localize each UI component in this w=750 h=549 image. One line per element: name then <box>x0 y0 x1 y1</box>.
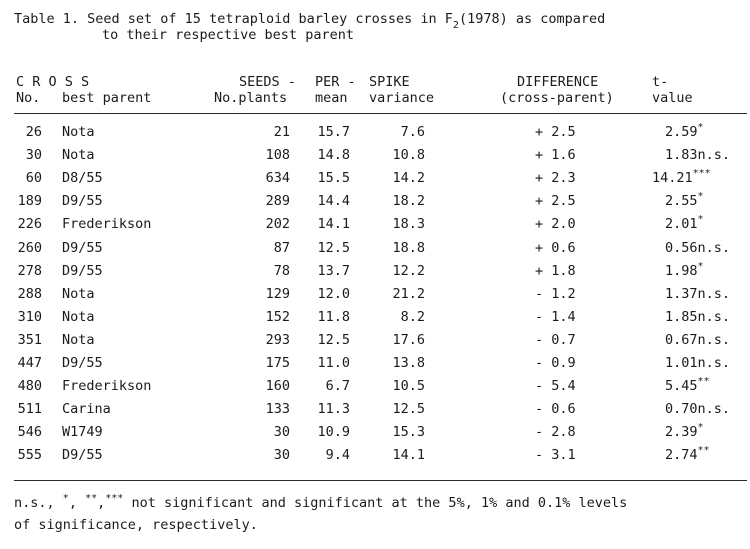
cell-no-plants: 293 <box>265 331 290 348</box>
cell-variance: 15.3 <box>392 424 425 441</box>
cell-no-plants: 21 <box>273 124 290 140</box>
header-t: t- <box>652 74 669 90</box>
cell-cross-no: 260 <box>17 239 42 256</box>
cell-variance: 12.5 <box>392 401 425 418</box>
cell-variance: 18.3 <box>392 216 425 233</box>
cell-cross-no: 447 <box>17 355 42 371</box>
cell-best-parent: D9/55 <box>62 355 103 371</box>
header-rule <box>14 113 747 114</box>
t-value-text: 5.45 <box>665 378 698 395</box>
cell-cross-no: 30 <box>25 147 42 164</box>
table-row <box>0 167 750 190</box>
significance-marker: * <box>697 422 704 434</box>
cell-mean: 14.8 <box>317 147 350 164</box>
cell-best-parent: Frederikson <box>62 216 152 233</box>
header-variance: variance <box>369 90 435 106</box>
t-value-text: 0.56n.s. <box>665 239 731 256</box>
cell-t-value <box>665 147 730 163</box>
cell-variance: 12.2 <box>392 262 425 279</box>
cell-t-value <box>665 124 704 140</box>
header-seeds: SEEDS - <box>239 74 296 90</box>
header-no-plants: No.plants <box>214 90 288 106</box>
table-row <box>0 144 750 167</box>
cell-difference: - 3.1 <box>535 447 576 464</box>
cell-cross-no: 546 <box>17 424 42 441</box>
cell-best-parent: D9/55 <box>62 262 103 279</box>
cell-mean: 12.5 <box>317 331 350 348</box>
cell-no-plants: 87 <box>273 239 290 256</box>
cell-cross-no: 511 <box>17 401 42 418</box>
cell-t-value <box>665 216 704 232</box>
cell-variance: 17.6 <box>392 331 425 348</box>
cell-variance: 13.8 <box>392 355 425 371</box>
cell-difference: - 1.2 <box>535 285 576 302</box>
header-mean: mean <box>315 90 348 106</box>
t-value-text: 1.37n.s. <box>665 285 731 302</box>
cell-mean: 13.7 <box>317 262 350 279</box>
cell-best-parent: D9/55 <box>62 447 103 464</box>
cell-best-parent: Frederikson <box>62 378 152 395</box>
header-per: PER - <box>315 74 356 90</box>
cell-best-parent: Nota <box>62 285 95 302</box>
cell-t-value <box>665 401 730 417</box>
cell-difference: - 1.4 <box>535 308 576 325</box>
cell-mean: 9.4 <box>325 447 350 464</box>
significance-marker: *** <box>692 168 711 180</box>
table-row <box>0 283 750 306</box>
t-value-text: 2.55 <box>665 193 698 210</box>
cell-no-plants: 129 <box>265 285 290 302</box>
cell-mean: 12.5 <box>317 239 350 256</box>
cell-variance: 10.8 <box>392 147 425 164</box>
cell-cross-no: 278 <box>17 262 42 279</box>
cell-no-plants: 30 <box>273 447 290 464</box>
cell-difference: - 0.7 <box>535 331 576 348</box>
cell-cross-no: 480 <box>17 378 42 395</box>
cell-t-value <box>665 378 710 394</box>
cell-difference: - 0.6 <box>535 401 576 418</box>
footnote-sep2: , <box>97 495 106 511</box>
cell-t-value <box>665 309 730 325</box>
cell-difference: + 1.8 <box>535 262 576 279</box>
cell-mean: 15.5 <box>317 170 350 187</box>
table-row <box>0 329 750 352</box>
cell-cross-no: 555 <box>17 447 42 464</box>
caption-line2: to their respective best parent <box>102 27 354 43</box>
cell-best-parent: W1749 <box>62 424 103 441</box>
cell-cross-no: 288 <box>17 285 42 302</box>
cell-variance: 18.2 <box>392 193 425 210</box>
footnote-line1 <box>14 492 627 516</box>
cell-t-value <box>665 260 704 279</box>
cell-best-parent: Nota <box>62 124 95 140</box>
cell-no-plants: 634 <box>265 170 290 187</box>
cell-no-plants: 202 <box>265 216 290 233</box>
header-cross-parent: (cross-parent) <box>500 90 614 106</box>
cell-difference: + 1.6 <box>535 147 576 164</box>
cell-mean: 10.9 <box>317 424 350 441</box>
cell-mean: 11.0 <box>317 355 350 371</box>
cell-cross-no: 60 <box>25 170 42 187</box>
table-row <box>0 121 750 144</box>
table-row <box>0 237 750 260</box>
footnote-line2: of significance, respectively. <box>14 517 258 533</box>
cell-difference: + 2.3 <box>535 170 576 187</box>
cell-no-plants: 133 <box>265 401 290 418</box>
header-best-parent: best parent <box>62 90 152 106</box>
cell-no-plants: 160 <box>265 378 290 395</box>
t-value-text: 1.85n.s. <box>665 308 731 325</box>
header-value: value <box>652 90 693 106</box>
cell-mean: 14.4 <box>317 193 350 210</box>
significance-marker: * <box>697 122 704 133</box>
table-row <box>0 260 750 283</box>
t-value-text: 0.70n.s. <box>665 401 731 418</box>
cell-best-parent: Carina <box>62 401 111 418</box>
footnote-sym-01pct: *** <box>105 493 124 504</box>
cell-t-value <box>665 447 710 463</box>
t-value-text: 2.01 <box>665 216 698 233</box>
significance-marker: * <box>697 260 704 272</box>
cell-difference: + 0.6 <box>535 239 576 256</box>
header-no: No. <box>16 90 41 106</box>
cell-difference: - 5.4 <box>535 378 576 395</box>
cell-mean: 15.7 <box>317 124 350 140</box>
significance-marker: * <box>697 214 704 226</box>
cell-difference: + 2.5 <box>535 193 576 210</box>
t-value-text: 14.21 <box>652 170 693 187</box>
t-value-text: 1.83n.s. <box>665 147 731 164</box>
cell-t-value <box>665 332 730 348</box>
cell-variance: 18.8 <box>392 239 425 256</box>
footer-rule <box>14 480 747 481</box>
cell-t-value <box>665 424 704 440</box>
cell-mean: 11.3 <box>317 401 350 418</box>
table-row <box>0 444 750 467</box>
cell-cross-no: 189 <box>17 193 42 210</box>
cell-cross-no: 351 <box>17 331 42 348</box>
t-value-text: 2.59 <box>665 124 698 140</box>
cell-difference: + 2.0 <box>535 216 576 233</box>
cell-mean: 6.7 <box>325 378 350 395</box>
t-value-text: 1.98 <box>665 262 698 279</box>
t-value-text: 2.74 <box>665 447 698 464</box>
significance-marker: ** <box>697 376 710 388</box>
table-row <box>0 352 750 375</box>
cell-t-value <box>665 286 730 302</box>
footnote-sym-1pct: ** <box>85 493 98 504</box>
cell-no-plants: 152 <box>265 308 290 325</box>
cell-best-parent: D8/55 <box>62 170 103 187</box>
table-row <box>0 213 750 236</box>
cell-difference: - 0.9 <box>535 355 576 371</box>
caption-line1-prefix: Table 1. Seed set of 15 tetraploid barley crosses in F <box>14 11 453 27</box>
footnote-sep1: , <box>68 495 86 511</box>
cell-difference: - 2.8 <box>535 424 576 441</box>
cell-variance: 14.1 <box>392 447 425 464</box>
cell-best-parent: Nota <box>62 331 95 348</box>
cell-no-plants: 108 <box>265 147 290 164</box>
table-row <box>0 190 750 213</box>
cell-difference: + 2.5 <box>535 124 576 140</box>
t-value-text: 0.67n.s. <box>665 331 731 348</box>
footnote-sym-5pct: * <box>62 493 69 504</box>
t-value-text: 1.01n.s. <box>665 355 731 371</box>
table-caption <box>14 11 606 31</box>
cell-best-parent: Nota <box>62 308 95 325</box>
cell-mean: 12.0 <box>317 285 350 302</box>
table-row <box>0 398 750 421</box>
cell-cross-no: 310 <box>17 308 42 325</box>
cell-cross-no: 26 <box>25 124 42 140</box>
cell-mean: 11.8 <box>317 308 350 325</box>
footnote-prefix: n.s., <box>14 495 63 511</box>
cell-mean: 14.1 <box>317 216 350 233</box>
header-spike: SPIKE <box>369 74 410 90</box>
cell-t-value <box>652 170 711 186</box>
cell-no-plants: 30 <box>273 424 290 441</box>
cell-t-value <box>665 240 730 256</box>
cell-variance: 21.2 <box>392 285 425 302</box>
cell-best-parent: D9/55 <box>62 239 103 256</box>
t-value-text: 2.39 <box>665 424 698 441</box>
cell-variance: 7.6 <box>400 124 425 140</box>
caption-subscript: 2 <box>452 20 459 31</box>
footnote-text: not significant and significant at the 5%, 1% and 0.1% levels <box>123 495 628 511</box>
cell-best-parent: D9/55 <box>62 193 103 210</box>
cell-no-plants: 175 <box>265 355 290 371</box>
cell-t-value <box>665 355 730 371</box>
cell-best-parent: Nota <box>62 147 95 164</box>
cell-cross-no: 226 <box>17 216 42 233</box>
cell-no-plants: 289 <box>265 193 290 210</box>
table-row <box>0 375 750 398</box>
caption-line1-suffix: (1978) as compared <box>458 11 606 27</box>
cell-variance: 14.2 <box>392 170 425 187</box>
table-row <box>0 421 750 444</box>
cell-variance: 10.5 <box>392 378 425 395</box>
header-difference: DIFFERENCE <box>517 74 599 90</box>
cell-variance: 8.2 <box>400 308 425 325</box>
cell-no-plants: 78 <box>273 262 290 279</box>
header-cross: C R O S S <box>16 74 90 90</box>
significance-marker: * <box>697 191 704 203</box>
cell-t-value <box>665 193 704 209</box>
significance-marker: ** <box>697 445 710 457</box>
table-row <box>0 306 750 329</box>
